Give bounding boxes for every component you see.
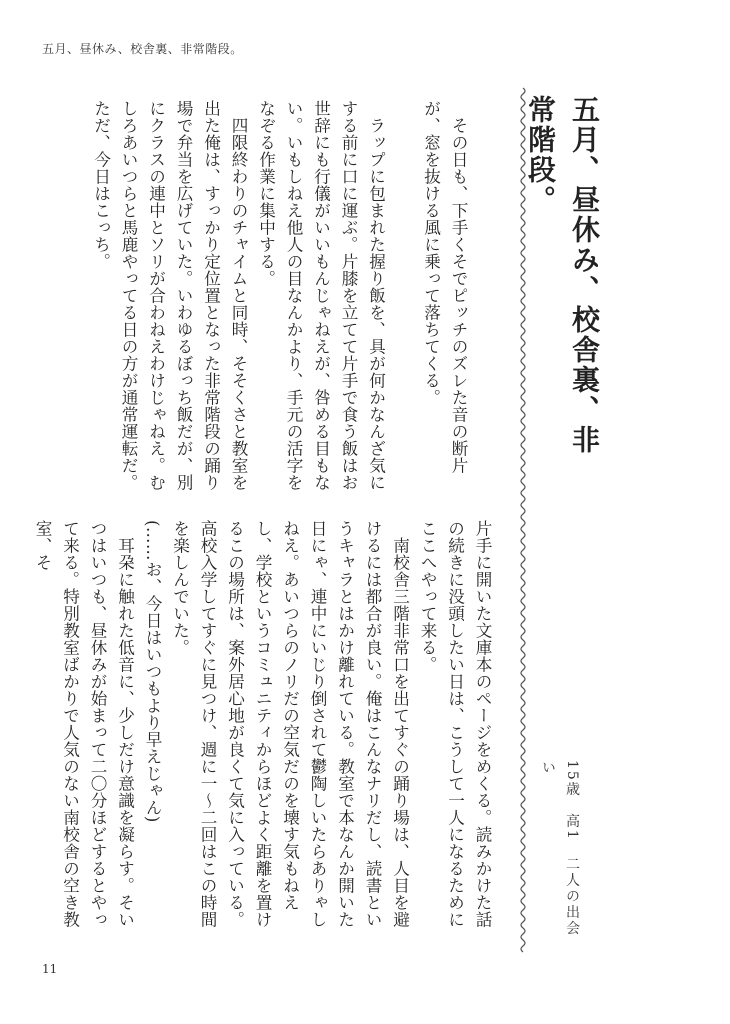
paragraph: 四限終わりのチャイムと同時、そそくさと教室を出た俺は、すっかり定位置となった非常階段の踊り場で弁当を広げていた。いわゆるぼっち飯だが、別にクラスの連中とソリが合わねえわけじゃねえ。むしろあいつらと馬鹿やってる日の方が通常運転だ。ただ、今日はこっち。 xyxy=(91,100,248,491)
body-text-lower xyxy=(33,520,496,940)
paragraph: 耳朶に触れた低音に、少しだけ意識を凝らす。そいつはいつも、昼休みが始まって二〇分ほどするとやって来る。特別教室ばかりで人気のない南校舎の空き教室、そ xyxy=(33,520,135,928)
page-number: 11 xyxy=(42,962,58,976)
paragraph: その日も、下手くそでピッチのズレた音の断片が、窓を抜ける風に乗って落ちてくる。 xyxy=(421,100,468,474)
paragraph: 片手に開いた文庫本のページをめくる。読みかけた話の続きに没頭したい日は、こうして一人になるためにここへやって来る。 xyxy=(418,520,492,928)
paragraph: (……お、今日はいつもより早えじゃん) xyxy=(143,520,162,823)
paragraph: ラップに包まれた握り飯を、具が何かなんざ気にする前に口に運ぶ。片膝を立てて片手で食う飯はお世辞にも行儀がいいもんじゃねえが、咎める目もない。いもしねえ他人の目なんかより、手元の活字をなぞる作業に集中する。 xyxy=(256,100,386,491)
paragraph: 南校舎三階非常口を出てすぐの踊り場は、人目を避けるには都合が良い。俺はこんなナリだし、読書というキャラとはかけ離れている。教室で本なんか開いた日にゃ、連中にいじり倒されて鬱陶しいたらありゃしねえ。あいつらのノリだの空気だのを壊す気もねえし、学校というコミュニティからほどよく距離を置けるこの場所は、案外居心地が良くて気に入っている。高校入学してすぐに見つけ、週に一〜二回はこの時間を楽しんでいた。 xyxy=(170,520,410,928)
running-head: 五月、昼休み、校舎裏、非常階段。 xyxy=(42,42,243,56)
paragraph-blank xyxy=(390,100,418,500)
body-text-upper xyxy=(84,100,472,500)
chapter-subtitle: 15歳 高1 二人の出会い xyxy=(540,760,580,937)
decorative-wavy-rule xyxy=(518,88,528,948)
chapter-title: 五月、昼休み、校舎裏、非常階段。 xyxy=(524,95,601,455)
